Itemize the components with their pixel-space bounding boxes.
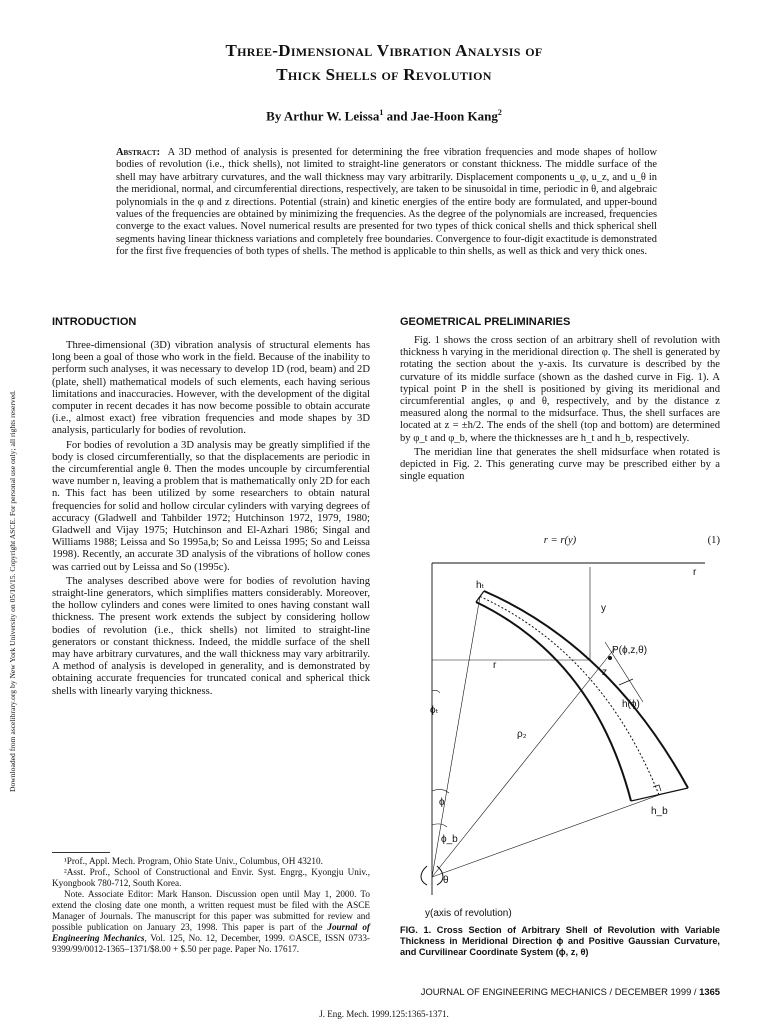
geometry-heading: GEOMETRICAL PRELIMINARIES xyxy=(400,316,571,328)
download-notice: Downloaded from ascelibrary.org by New York University on 05/10/15. Copyright ASCE. For personal use only; all rights reserved. xyxy=(8,390,17,792)
paper-title-line-1: Three-Dimensional Vibration Analysis of xyxy=(225,41,543,60)
phi-t-arc xyxy=(432,690,440,693)
geometry-paragraph-1: Fig. 1 shows the cross section of an arbitrary shell of revolution with thickness h varying in the meridional direction φ. The shell is generated by rotating the section about the y-axis. Its curvature is described by the curvature of its middle surface (shown as the dashed curve in Fig. 1). A typical point P in the shell is positioned by giving its meridional and circumferential angles, φ and θ, respectively, and by the distance z measured along the normal to the midsurface. Thus, the shell surfaces are located at z = ±h/2. The ends of the shell (top and bottom) are determined by φ_t and φ_b, where the thicknesses are h_t and h_b, respectively. xyxy=(400,335,720,444)
equation-1-text: r = r(y) xyxy=(543,535,577,546)
label-phi: ϕ xyxy=(439,797,445,808)
shell-inner-surface xyxy=(476,602,631,801)
label-phi-b: ϕ_b xyxy=(441,834,458,845)
journal-footer-text: JOURNAL OF ENGINEERING MECHANICS / DECEMBER 1999 / xyxy=(420,986,700,997)
abstract-text: A 3D method of analysis is presented for determining the free vibration frequencies and mode shapes of hollow bodies of revolution (i.e., thick shells), not limited to straight-line generators or constant thickness. The middle surface of the shell may have arbitrary curvatures, and the wall thickness may vary arbitrarily. Displacement components u_φ, u_z, and u_θ in the meridional, normal, and circumferential directions, respectively, are taken to be sinusoidal in time, periodic in θ, and algebraic polynomials in the φ and z directions. Potential (strain) and kinetic energies of the entire body are formulated, and upper-bound values of the frequencies are obtained by minimizing the frequencies. As the degree of the polynomials are increased, frequencies converge to the exact values. Novel numerical results are presented for two types of thick conical shells and thick spherical shell segments having linear thickness variations and completely free boundaries. Convergence to four-digit exactitude is demonstrated for the first five frequencies of both types of shells. The method is applicable to thin shells, as well as thick and very thick ones. xyxy=(116,147,657,258)
abstract xyxy=(116,147,657,259)
label-point-p: P(ϕ,z,θ) xyxy=(612,645,648,656)
shell-outer-surface xyxy=(484,591,688,788)
citation-line: J. Eng. Mech. 1999.125:1365-1371. xyxy=(319,1009,449,1019)
rho2-line xyxy=(432,648,615,877)
introduction-heading: INTRODUCTION xyxy=(52,316,137,328)
footnote-1: ¹Prof., Appl. Mech. Program, Ohio State Univ., Columbus, OH 43210. xyxy=(64,856,323,866)
journal-footer xyxy=(380,986,720,997)
equation-1-number: (1) xyxy=(707,535,720,546)
paper-title-line-2: Thick Shells of Revolution xyxy=(276,65,492,84)
footnotes xyxy=(52,856,370,955)
label-h-t: hₜ xyxy=(476,580,485,591)
editorial-note xyxy=(52,889,370,955)
label-z: z xyxy=(602,667,607,678)
label-r-mid: r xyxy=(493,660,497,671)
figure-1 xyxy=(405,555,725,923)
label-r-axis: r xyxy=(693,567,697,578)
introduction-paragraph-2: For bodies of revolution a 3D analysis may be greatly simplified if the body is closed circumferentially, so that the displacements are periodic in the circumferential angle θ. Then the modes uncouple by circumferential wave number n, leaving a problem that is mathematically only 2D for each n. This fact has been utilized by some researchers to obtain natural frequencies for solid and hollow circular cylinders with varying degrees of accuracy (Gladwell and Tahbilder 1972; Hutchinson 1972, 1979, 1980; Gladwell and Vijay 1975; Hutchinson and El-Azhari 1986; Singal and Williams 1988; Leissa and So 1995a,b; So and Leissa 1995; So and Leissa 1998). Recently, an accurate 3D analysis of the vibrations of hollow cones was carried out by Leissa and So (1995c). xyxy=(52,439,370,573)
author-2: and Jae-Hoon Kang xyxy=(383,108,498,124)
thickness-marker xyxy=(619,679,633,685)
footnote-rule xyxy=(52,852,110,853)
page-number: 1365 xyxy=(699,986,720,997)
bottom-radius-line xyxy=(432,795,659,877)
label-axis-of-revolution: y(axis of revolution) xyxy=(425,908,512,919)
label-theta: θ xyxy=(443,875,449,886)
introduction-paragraph-1: Three-dimensional (3D) vibration analysis of structural elements has long been a goal of those who work in the field. Because of the inability to perform such analyses, it was necessary to develop 1D (rod, beam) and 2D (plate, shell) mathematical models of such elements, each having serious limitations and inaccuracies. However, with the development of the digital computer in recent decades it has now become possible to obtain accurate (i.e., almost exact) free vibration frequencies and mode shapes by 3D analysis, particularly for bodies of revolution. xyxy=(52,340,370,437)
shell-bottom-edge xyxy=(631,788,688,801)
introduction-body xyxy=(52,340,370,698)
introduction-paragraph-3: The analyses described above were for bodies of revolution having straight-line generators, which simplifies matters considerably. Moreover, the hollow cylinders and cones were limited to ones having constant wall thickness. The present work extends the subject by considering hollow bodies of revolution (i.e., thick shells) not limited to straight-line generators or constant thickness. Indeed, the middle surface of the shell may have arbitrary curvatures, and the wall thickness may vary arbitrarily. A method of analysis is developed in generality, and is demonstrated by obtaining accurate frequencies for truncated conical and spherical thick shells with linearly varying thickness. xyxy=(52,575,370,697)
editorial-note-a: Note. Associate Editor: Mark Hanson. Discussion open until May 1, 2000. To extend the closing date one month, a written request must be filed with the ASCE Manager of Journals. The manuscript for this paper was submitted for review and possible publication on January 23, 1998. This paper is part of the xyxy=(52,889,370,932)
label-h-phi: h(ϕ) xyxy=(622,699,640,710)
footnote-2: ²Asst. Prof., School of Constructional and Envir. Syst. Engrg., Kyongju Univ., Kyongbook 780-712, South Korea. xyxy=(52,867,370,888)
editorial-note-b: , Vol. 125, No. 12, December, 1999. ©ASCE, ISSN 0733-9399/99/0012-1365–1371/$8.00 + $.50 per page. Paper No. 17617. xyxy=(52,933,370,954)
authors xyxy=(0,108,768,124)
abstract-label: Abstract: xyxy=(116,147,161,158)
author-2-footnote-mark: 2 xyxy=(497,108,502,117)
label-y: y xyxy=(601,603,606,614)
phi-b-arc xyxy=(432,824,447,827)
label-phi-t: ϕₜ xyxy=(430,705,439,716)
journal-name: Journal of Engineering Mechanics xyxy=(52,922,370,943)
author-1: By Arthur W. Leissa xyxy=(266,108,380,124)
figure-1-caption: FIG. 1. Cross Section of Arbitrary Shell of Revolution with Variable Thickness in Meridional Direction ϕ and Positive Gaussian Curvature, and Curvilinear Coordinate System (ϕ, z, θ) xyxy=(400,925,720,957)
geometry-body xyxy=(400,335,720,483)
author-1-footnote-mark: 1 xyxy=(379,108,384,117)
shell-midsurface xyxy=(480,597,659,796)
geometry-paragraph-2: The meridian line that generates the shell midsurface when rotated is depicted in Fig. 2. This generating curve may be prescribed either by a single equation xyxy=(400,446,720,483)
label-h-b: h_b xyxy=(651,806,668,817)
label-rho2: ρ₂ xyxy=(517,729,527,740)
figure-1-diagram xyxy=(405,555,725,923)
point-p-marker xyxy=(608,656,612,660)
